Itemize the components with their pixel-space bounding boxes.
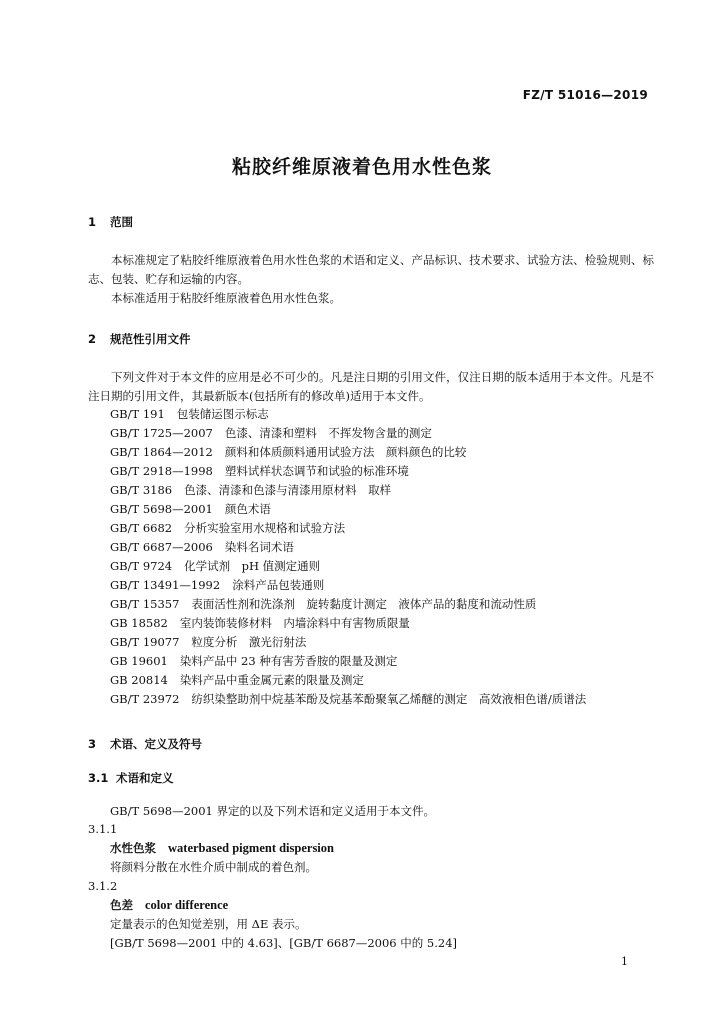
reference-item <box>110 406 269 422</box>
reference-code: GB/T 6687—2006 <box>110 540 213 554</box>
reference-code: GB/T 1725—2007 <box>110 426 213 440</box>
reference-title: 粒度分析 激光衍射法 <box>191 635 307 649</box>
standard-number: FZ/T 51016—2019 <box>522 88 648 102</box>
reference-title: 分析实验室用水规格和试验方法 <box>184 521 346 535</box>
term-source: [GB/T 5698—2001 中的 4.63]、[GB/T 6687—2006 中的 5.24] <box>110 936 458 950</box>
reference-title: 色漆、清漆和色漆与清漆用原材料 取样 <box>184 483 392 497</box>
term-definition: 定量表示的色知觉差别，用 ΔE 表示。 <box>110 917 307 931</box>
subsection-number: 3.1 <box>88 771 109 785</box>
reference-item <box>110 653 397 669</box>
page-number: 1 <box>621 955 628 968</box>
reference-item <box>110 463 409 479</box>
reference-title: 染料产品中 23 种有害芳香胺的限量及测定 <box>179 654 398 668</box>
reference-code: GB/T 5698—2001 <box>110 502 213 516</box>
reference-title: 化学试剂 pH 值测定通则 <box>184 559 321 573</box>
terms-intro: GB/T 5698—2001 界定的以及下列术语和定义适用于本文件。 <box>110 804 436 818</box>
reference-code: GB/T 19077 <box>110 635 180 649</box>
reference-title: 室内装饰装修材料 内墙涂料中有害物质限量 <box>179 616 410 630</box>
reference-item <box>110 444 466 460</box>
subsection-title: 术语和定义 <box>116 771 174 785</box>
reference-code: GB/T 9724 <box>110 559 173 573</box>
term-entry <box>110 897 228 913</box>
reference-code: GB/T 13491—1992 <box>110 578 221 592</box>
reference-title: 染料产品中重金属元素的限量及测定 <box>179 673 364 687</box>
term-english: waterbased pigment dispersion <box>168 841 334 855</box>
reference-title: 表面活性剂和洗涤剂 旋转黏度计测定 液体产品的黏度和流动性质 <box>191 597 537 611</box>
reference-code: GB 18582 <box>110 616 168 630</box>
reference-code: GB 19601 <box>110 654 168 668</box>
section-number: 2 <box>88 332 97 346</box>
section-number: 1 <box>88 215 97 229</box>
reference-title: 包装储运图示标志 <box>176 407 269 421</box>
term-definition: 将颜料分散在水性介质中制成的着色剂。 <box>110 860 317 874</box>
term-english: color difference <box>145 898 229 912</box>
reference-code: GB/T 6682 <box>110 521 173 535</box>
reference-item <box>110 558 320 574</box>
section-title: 术语、定义及符号 <box>110 737 202 751</box>
reference-code: GB/T 191 <box>110 407 165 421</box>
reference-code: GB/T 2918—1998 <box>110 464 213 478</box>
reference-code: GB 20814 <box>110 673 168 687</box>
reference-code: GB/T 3186 <box>110 483 173 497</box>
reference-item <box>110 425 432 441</box>
reference-title: 颜色术语 <box>224 502 271 516</box>
reference-title: 色漆、清漆和塑料 不挥发物含量的测定 <box>224 426 432 440</box>
reference-item <box>110 691 586 707</box>
reference-item <box>110 672 364 688</box>
term-chinese: 色差 <box>110 898 133 912</box>
term-number: 3.1.1 <box>88 822 118 836</box>
scope-paragraph-2: 本标准适用于粘胶纤维原液着色用水性色浆。 <box>111 291 341 305</box>
reference-item <box>110 596 536 612</box>
references-intro: 下列文件对于本文件的应用是必不可少的。凡是注日期的引用文件，仅注日期的版本适用于本文件。凡是不注日期的引用文件，其最新版本(包括所有的修改单)适用于本文件。 <box>88 370 654 403</box>
section-title: 规范性引用文件 <box>110 332 191 346</box>
reference-title: 染料名词术语 <box>224 540 294 554</box>
reference-item <box>110 520 345 536</box>
subsection-3-1-heading <box>88 770 174 786</box>
reference-code: GB/T 23972 <box>110 692 180 706</box>
reference-item <box>110 539 294 555</box>
reference-title: 塑料试样状态调节和试验的标准环境 <box>224 464 409 478</box>
reference-title: 涂料产品包装通则 <box>232 578 325 592</box>
section-3-heading <box>88 736 202 752</box>
section-number: 3 <box>88 737 97 751</box>
term-number: 3.1.2 <box>88 879 118 893</box>
reference-title: 颜料和体质颜料通用试验方法 颜料颜色的比较 <box>224 445 467 459</box>
reference-item <box>110 615 410 631</box>
reference-item <box>110 501 271 517</box>
term-entry <box>110 840 334 856</box>
reference-title: 纺织染整助剂中烷基苯酚及烷基苯酚聚氧乙烯醚的测定 高效液相色谱/质谱法 <box>191 692 587 706</box>
reference-code: GB/T 1864—2012 <box>110 445 213 459</box>
reference-item <box>110 634 306 650</box>
term-chinese: 水性色浆 <box>110 841 156 855</box>
reference-item <box>110 482 391 498</box>
document-title: 粘胶纤维原液着色用水性色浆 <box>231 156 492 178</box>
reference-item <box>110 577 324 593</box>
section-1-heading <box>88 214 133 230</box>
section-2-heading <box>88 331 191 347</box>
section-title: 范围 <box>110 215 133 229</box>
scope-paragraph-1: 本标准规定了粘胶纤维原液着色用水性色浆的术语和定义、产品标识、技术要求、试验方法、检验规则、标志、包装、贮存和运输的内容。 <box>88 253 654 286</box>
reference-code: GB/T 15357 <box>110 597 180 611</box>
